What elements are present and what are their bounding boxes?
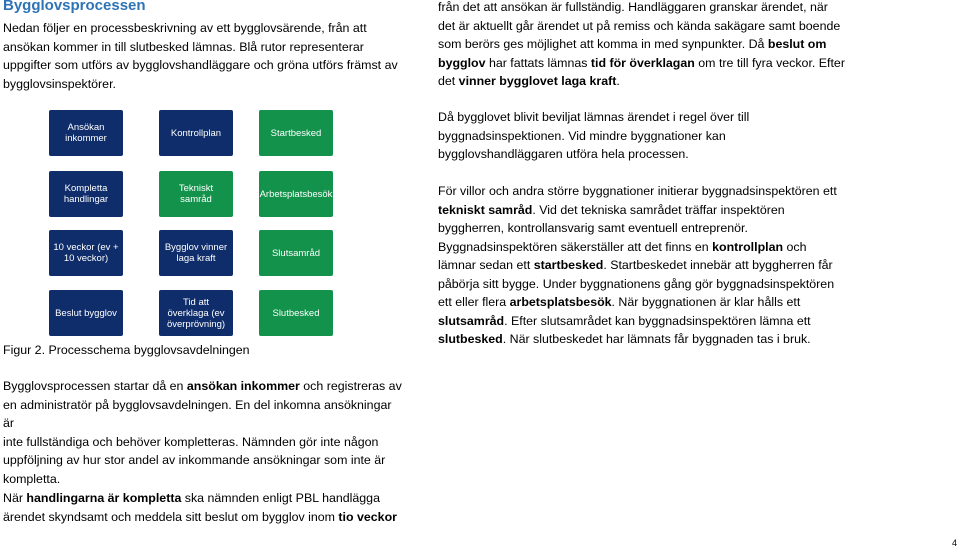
box-tekniskt-samrad: Tekniskt samråd: [159, 171, 233, 217]
text: som berörs ges möjlighet att komma in med synpunkter. Då: [438, 37, 768, 51]
page-number: 4: [952, 538, 958, 548]
text: .: [616, 74, 620, 88]
box-arbetsplatsbesok: Arbetsplatsbesök: [259, 171, 333, 217]
text-line: Då bygglovet blivit beviljat lämnas ärendet i regel över till: [438, 110, 750, 124]
text-line: uppföljning av hur stor andel av inkommande ansökningar som inte är: [3, 453, 386, 467]
intro-line: Nedan följer en processbeskrivning av ett bygglovsärende, från att: [3, 21, 367, 35]
box-kontrollplan: Kontrollplan: [159, 110, 233, 156]
bottom-left-paragraph-1: [3, 377, 403, 488]
text-line: inte fullständiga och behöver kompletteras. Nämnden gör inte någon: [3, 434, 379, 449]
box-ansokan-inkommer: Ansökan inkommer: [49, 110, 123, 156]
text-line: det är aktuellt går ärendet ut på remiss och kända sakägare samt boende: [438, 18, 841, 33]
text-line: byggherren, kontrollansvarig samt eventuell entreprenör.: [438, 221, 748, 235]
bold-text: handlingarna är kompletta: [26, 491, 182, 505]
text-line: För villor och andra större byggnationer initierar byggnadsinspektören ett: [438, 184, 837, 198]
bold-text: ansökan inkommer: [186, 379, 300, 393]
right-paragraph-1: [438, 0, 958, 91]
right-paragraph-2: [438, 108, 958, 164]
box-10-veckor: 10 veckor (ev + 10 veckor): [49, 230, 123, 276]
box-startbesked: Startbesked: [259, 110, 333, 156]
text: ska nämnden enligt PBL handlägga: [181, 491, 380, 505]
text: . När byggnationen är klar hålls ett: [611, 295, 801, 309]
bold-text: arbetsplatsbesök: [509, 295, 612, 309]
box-bygglov-vinner-laga-kraft: Bygglov vinner laga kraft: [159, 230, 233, 276]
right-paragraph-3: [438, 182, 958, 349]
text: . Vid det tekniska samrådet träffar inspektören: [532, 202, 785, 217]
text: . Efter slutsamrådet kan byggnadsinspektören lämna ett: [504, 313, 811, 328]
text: Bygglovsprocessen startar då en: [3, 379, 187, 393]
text-line: från det att ansökan är fullständig. Handläggaren granskar ärendet, när: [438, 0, 828, 14]
text-line: påbörja sitt bygge. Under byggnationens gång gör byggnadsinspektören: [438, 276, 835, 291]
text: Byggnadsinspektören säkerställer att det finns en: [438, 239, 713, 254]
intro-line: ansökan kommer in till slutbesked lämnas. Blå rutor representerar: [3, 39, 364, 54]
box-beslut-bygglov: Beslut bygglov: [49, 290, 123, 336]
bold-text: beslut om: [767, 37, 827, 51]
bold-text: bygglov: [438, 55, 486, 70]
bold-text: tid för överklagan: [590, 55, 695, 70]
box-slutbesked: Slutbesked: [259, 290, 333, 336]
text: lämnar sedan ett: [438, 258, 534, 272]
bold-text: tekniskt samråd: [438, 202, 533, 217]
box-kompletta-handlingar: Kompletta handlingar: [49, 171, 123, 217]
text: När: [3, 491, 27, 505]
bold-text: slutbesked: [438, 332, 503, 346]
text: har fattats lämnas: [485, 55, 591, 70]
bold-text: slutsamråd: [438, 313, 505, 328]
text: om tre till fyra veckor. Efter: [694, 55, 845, 70]
text-line: en administratör på bygglovsavdelningen. En del inkomna ansökningar är: [3, 397, 392, 430]
text-line: byggnadsinspektionen. Vid mindre byggnationer kan: [438, 128, 726, 143]
text-line: bygglovshandläggaren utföra hela processen.: [438, 147, 689, 161]
text: ärendet skyndsamt och meddela sitt beslut om bygglov inom: [3, 509, 339, 524]
text: . Startbeskedet innebär att byggherren får: [603, 258, 833, 272]
text: och registreras av: [299, 379, 402, 393]
text-line: kompletta.: [3, 471, 61, 486]
bottom-left-paragraph-2: [3, 489, 403, 526]
page-title: Bygglovsprocessen: [3, 0, 146, 14]
bold-text: tio veckor: [338, 509, 397, 524]
text: . När slutbeskedet har lämnats får byggnaden tas i bruk.: [502, 332, 811, 346]
box-slutsamrad: Slutsamråd: [259, 230, 333, 276]
bold-text: kontrollplan: [712, 239, 784, 254]
intro-line: uppgifter som utförs av bygglovshandläggare och gröna utförs främst av: [3, 58, 398, 72]
box-tid-att-overklaga: Tid att överklaga (ev överprövning): [159, 290, 233, 336]
text: och: [783, 239, 807, 254]
bold-text: vinner bygglovet laga kraft: [458, 74, 617, 88]
intro-line: bygglovsinspektörer.: [3, 76, 116, 91]
figure-caption: Figur 2. Processchema bygglovsavdelningen: [3, 343, 250, 357]
text: ett eller flera: [438, 295, 510, 309]
intro-paragraph: [3, 19, 403, 93]
bold-text: startbesked: [533, 258, 604, 272]
text: det: [438, 74, 459, 88]
